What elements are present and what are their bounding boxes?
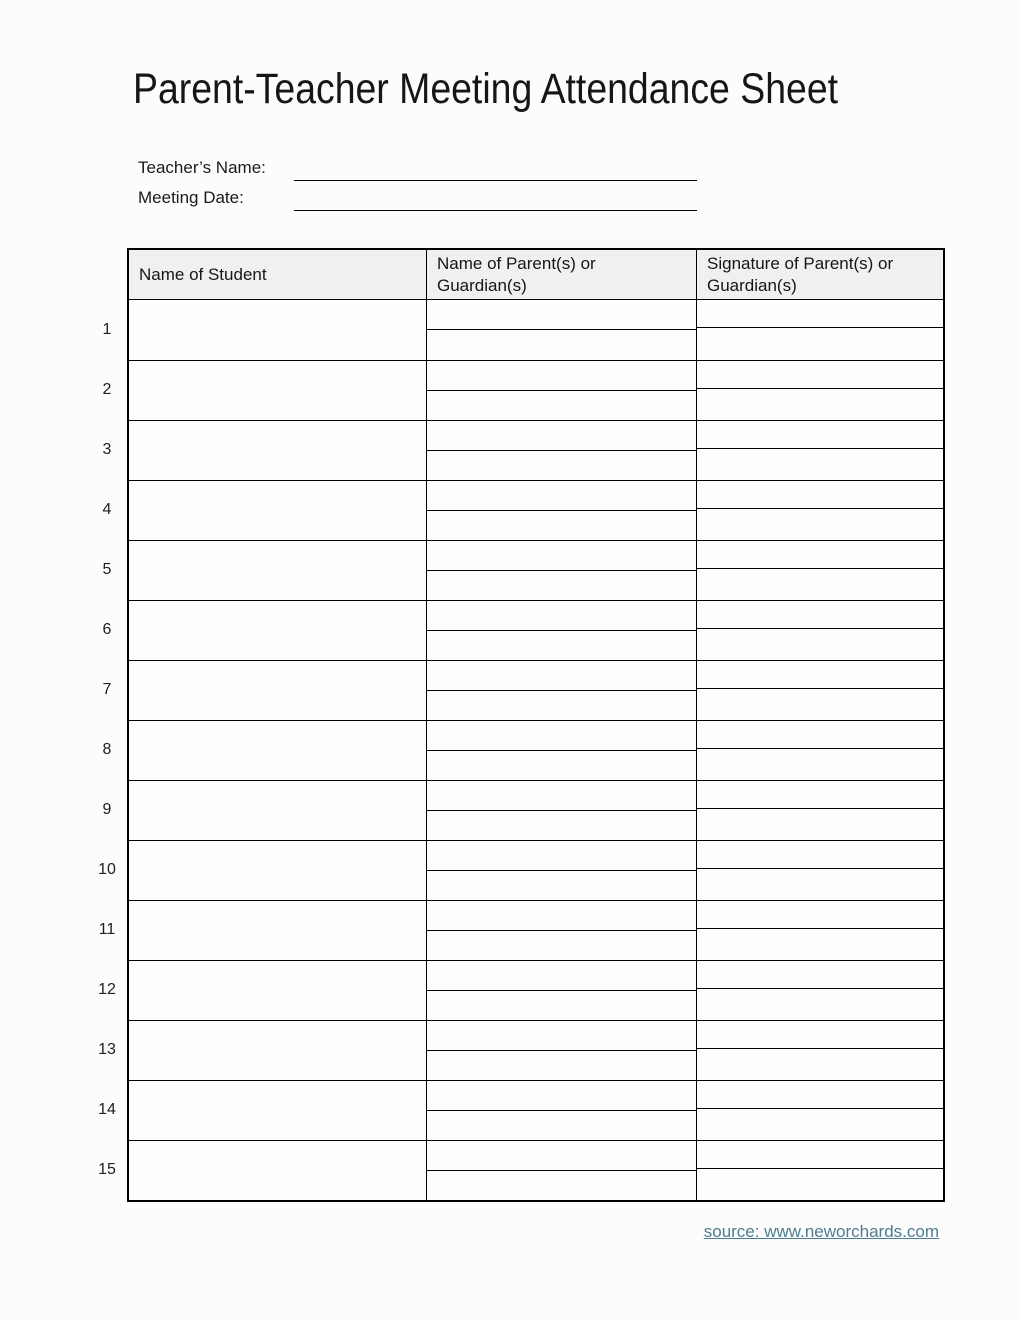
student-name-cell[interactable]	[129, 841, 427, 900]
meeting-date-input[interactable]	[294, 187, 697, 211]
signature-line-1[interactable]	[697, 781, 943, 809]
student-name-cell[interactable]	[129, 781, 427, 840]
parent-name-line-2[interactable]	[427, 451, 696, 480]
row-number: 2	[102, 381, 112, 398]
table-header-row	[129, 250, 943, 300]
attendance-table-zone	[87, 248, 945, 1202]
parent-name-line-1[interactable]	[427, 841, 696, 871]
signature-line-1[interactable]	[697, 361, 943, 389]
row-number: 11	[98, 921, 116, 938]
parent-name-line-1[interactable]	[427, 961, 696, 991]
signature-column	[697, 300, 943, 360]
parent-name-line-1[interactable]	[427, 1141, 696, 1171]
parent-name-line-2[interactable]	[427, 691, 696, 720]
parent-name-line-2[interactable]	[427, 751, 696, 780]
signature-column	[697, 601, 943, 660]
signature-column	[697, 1021, 943, 1080]
table-row	[129, 420, 943, 480]
header-parent-guardian-name: Name of Parent(s) or Guardian(s)	[427, 250, 697, 299]
footer	[127, 1222, 939, 1242]
parent-name-line-1[interactable]	[427, 300, 696, 330]
row-number: 1	[102, 321, 112, 338]
student-name-cell[interactable]	[129, 300, 427, 360]
table-row	[129, 1020, 943, 1080]
meeting-date-label: Meeting Date:	[138, 188, 244, 207]
signature-line-1[interactable]	[697, 721, 943, 749]
signature-line-2[interactable]	[697, 869, 943, 900]
signature-line-2[interactable]	[697, 989, 943, 1020]
parent-name-line-2[interactable]	[427, 571, 696, 600]
signature-column	[697, 481, 943, 540]
signature-line-2[interactable]	[697, 328, 943, 360]
parent-name-column	[427, 481, 697, 540]
signature-column	[697, 781, 943, 840]
row-number: 9	[102, 801, 112, 818]
table-row	[129, 1080, 943, 1140]
signature-column	[697, 361, 943, 420]
signature-line-2[interactable]	[697, 629, 943, 660]
parent-name-column	[427, 721, 697, 780]
table-body	[129, 300, 943, 1200]
student-name-cell[interactable]	[129, 481, 427, 540]
parent-name-line-2[interactable]	[427, 631, 696, 660]
parent-name-column	[427, 541, 697, 600]
parent-name-column	[427, 781, 697, 840]
parent-name-line-2[interactable]	[427, 1111, 696, 1140]
parent-name-line-2[interactable]	[427, 1051, 696, 1080]
student-name-cell[interactable]	[129, 901, 427, 960]
parent-name-line-1[interactable]	[427, 1021, 696, 1051]
student-name-cell[interactable]	[129, 1081, 427, 1140]
signature-line-1[interactable]	[697, 1021, 943, 1049]
table-row	[129, 960, 943, 1020]
row-number: 4	[102, 501, 112, 518]
signature-line-2[interactable]	[697, 1169, 943, 1200]
gutter-header-spacer	[87, 248, 127, 300]
parent-name-column	[427, 961, 697, 1020]
signature-line-2[interactable]	[697, 569, 943, 600]
parent-name-line-1[interactable]	[427, 361, 696, 391]
parent-name-line-2[interactable]	[427, 871, 696, 900]
form-fields	[138, 151, 697, 211]
table-row	[129, 600, 943, 660]
signature-column	[697, 1141, 943, 1200]
parent-name-line-1[interactable]	[427, 901, 696, 931]
header-parent-guardian-signature: Signature of Parent(s) or Guardian(s)	[707, 254, 894, 295]
source-link[interactable]: source: www.neworchards.com	[703, 1222, 939, 1241]
parent-name-line-1[interactable]	[427, 1081, 696, 1111]
signature-line-2[interactable]	[697, 929, 943, 960]
meeting-date-field	[138, 181, 697, 211]
parent-name-column	[427, 300, 697, 360]
signature-column	[697, 721, 943, 780]
row-number: 5	[102, 561, 112, 578]
signature-line-2[interactable]	[697, 1049, 943, 1080]
table-row	[129, 840, 943, 900]
table-row	[129, 300, 943, 360]
row-number: 3	[102, 441, 112, 458]
row-number-gutter	[87, 248, 127, 1202]
signature-line-2[interactable]	[697, 689, 943, 720]
parent-name-line-1[interactable]	[427, 481, 696, 511]
parent-name-column	[427, 1081, 697, 1140]
signature-line-2[interactable]	[697, 389, 943, 420]
row-number: 10	[98, 861, 116, 878]
signature-column	[697, 841, 943, 900]
signature-line-1[interactable]	[697, 961, 943, 989]
parent-name-column	[427, 1021, 697, 1080]
student-name-cell[interactable]	[129, 661, 427, 720]
parent-name-line-2[interactable]	[427, 391, 696, 420]
row-number: 7	[102, 681, 112, 698]
signature-line-1[interactable]	[697, 481, 943, 509]
parent-name-line-2[interactable]	[427, 991, 696, 1020]
page-title: Parent-Teacher Meeting Attendance Sheet	[133, 65, 839, 113]
student-name-cell[interactable]	[129, 361, 427, 420]
student-name-cell[interactable]	[129, 1141, 427, 1200]
teacher-name-label: Teacher’s Name:	[138, 158, 266, 177]
table-row	[129, 360, 943, 420]
parent-name-line-2[interactable]	[427, 811, 696, 840]
signature-column	[697, 961, 943, 1020]
parent-name-column	[427, 901, 697, 960]
parent-name-column	[427, 661, 697, 720]
student-name-cell[interactable]	[129, 1021, 427, 1080]
parent-name-line-1[interactable]	[427, 421, 696, 451]
parent-name-line-1[interactable]	[427, 601, 696, 631]
parent-name-column	[427, 841, 697, 900]
signature-line-2[interactable]	[697, 809, 943, 840]
student-name-cell[interactable]	[129, 961, 427, 1020]
table-row	[129, 1140, 943, 1200]
signature-line-1[interactable]	[697, 300, 943, 328]
parent-name-column	[427, 361, 697, 420]
table-row	[129, 540, 943, 600]
student-name-cell[interactable]	[129, 541, 427, 600]
signature-column	[697, 421, 943, 480]
teacher-name-field	[138, 151, 697, 181]
signature-line-1[interactable]	[697, 421, 943, 449]
signature-line-1[interactable]	[697, 661, 943, 689]
parent-name-column	[427, 421, 697, 480]
signature-line-1[interactable]	[697, 841, 943, 869]
signature-line-1[interactable]	[697, 541, 943, 569]
row-number: 15	[98, 1161, 116, 1178]
student-name-cell[interactable]	[129, 601, 427, 660]
row-number: 12	[98, 981, 116, 998]
parent-name-line-1[interactable]	[427, 721, 696, 751]
parent-name-line-2[interactable]	[427, 931, 696, 960]
table-row	[129, 900, 943, 960]
signature-line-1[interactable]	[697, 601, 943, 629]
table-row	[129, 780, 943, 840]
signature-column	[697, 661, 943, 720]
parent-name-line-2[interactable]	[427, 330, 696, 360]
signature-column	[697, 1081, 943, 1140]
signature-line-1[interactable]	[697, 1141, 943, 1169]
row-numbers	[87, 300, 127, 1200]
signature-line-1[interactable]	[697, 1081, 943, 1109]
parent-name-line-1[interactable]	[427, 541, 696, 571]
parent-name-line-2[interactable]	[427, 511, 696, 540]
table-row	[129, 720, 943, 780]
signature-line-2[interactable]	[697, 509, 943, 540]
row-number: 6	[102, 621, 112, 638]
parent-name-column	[427, 601, 697, 660]
header-student-name: Name of Student	[129, 250, 427, 299]
signature-column	[697, 541, 943, 600]
row-number: 13	[98, 1041, 116, 1058]
row-number: 8	[102, 741, 112, 758]
parent-name-line-2[interactable]	[427, 1171, 696, 1200]
parent-name-column	[427, 1141, 697, 1200]
row-number: 14	[98, 1101, 116, 1118]
signature-line-2[interactable]	[697, 749, 943, 780]
signature-line-2[interactable]	[697, 1109, 943, 1140]
teacher-name-input[interactable]	[294, 157, 697, 181]
table-row	[129, 480, 943, 540]
parent-name-line-1[interactable]	[427, 781, 696, 811]
table-row	[129, 660, 943, 720]
student-name-cell[interactable]	[129, 721, 427, 780]
signature-column	[697, 901, 943, 960]
attendance-table	[127, 248, 945, 1202]
student-name-cell[interactable]	[129, 421, 427, 480]
signature-line-2[interactable]	[697, 449, 943, 480]
parent-name-line-1[interactable]	[427, 661, 696, 691]
signature-line-1[interactable]	[697, 901, 943, 929]
